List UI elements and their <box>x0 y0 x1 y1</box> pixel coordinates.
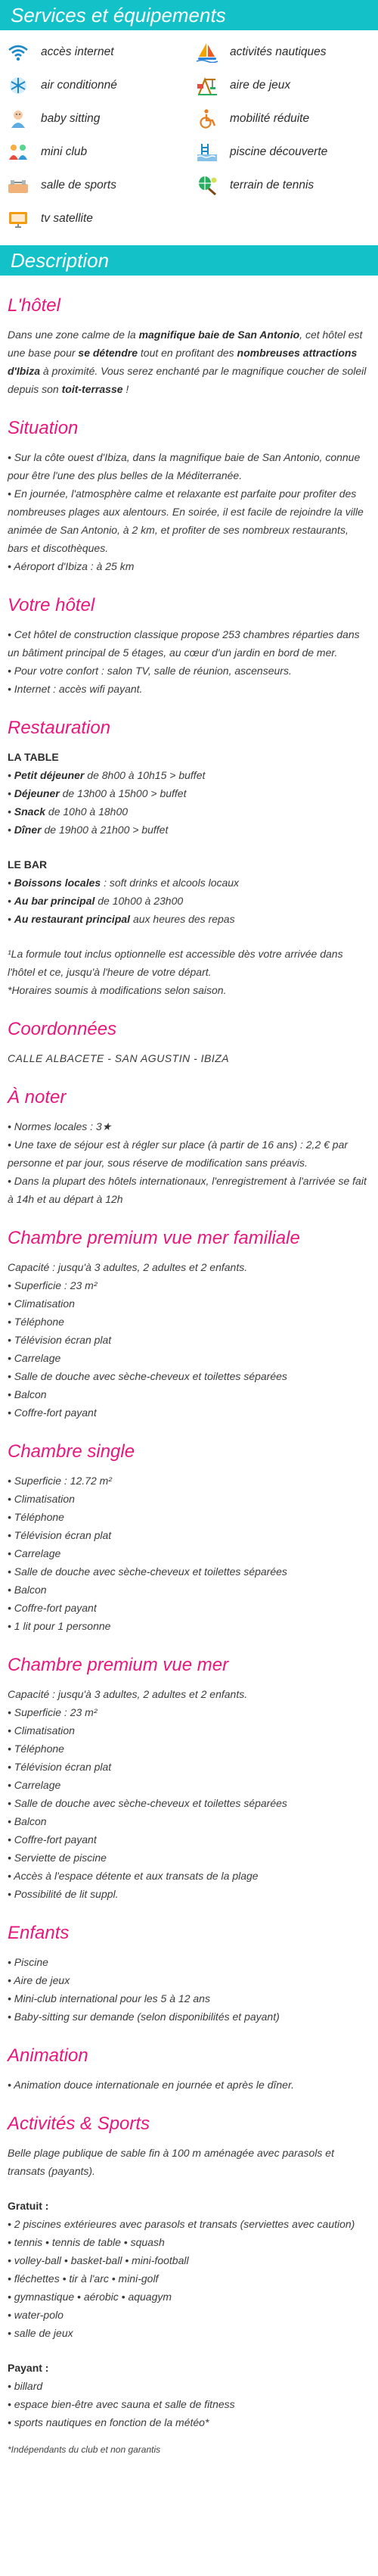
list-item: • 1 lit pour 1 personne <box>8 1620 111 1632</box>
service-item <box>195 74 378 97</box>
section-heading-premium-familiale: Chambre premium vue mer familiale <box>8 1228 300 1248</box>
services-title: Services et équipements <box>11 4 226 26</box>
list-item: • Petit déjeuner de 8h00 à 10h15 > buffet <box>8 769 206 781</box>
list-item: • Internet : accès wifi payant. <box>8 683 143 695</box>
service-item <box>6 141 195 164</box>
list-item: • salle de jeux <box>8 2327 73 2339</box>
list-item: • sports nautiques en fonction de la météo* <box>8 2416 209 2428</box>
list-item: • Piscine <box>8 1956 48 1968</box>
list-item: • Pour votre confort : salon TV, salle de réunion, ascenseurs. <box>8 665 292 677</box>
list-item: • Cet hôtel de construction classique propose 253 chambres réparties dans un bâtiment principal de 5 étages, au cœur d'un jardin en bord de mer. <box>8 628 360 659</box>
service-label: terrain de tennis <box>230 179 314 192</box>
services-grid <box>0 30 378 241</box>
premium-familiale-list <box>8 1258 370 1422</box>
list-item: • Animation douce internationale en journée et après le dîner. <box>8 2079 294 2091</box>
tennis-icon <box>195 175 219 196</box>
restauration-note: ¹La formule tout inclus optionnelle est accessible dès votre arrivée dans l'hôtel et ce, jusqu'à l'heure de votre départ. <box>8 948 343 978</box>
list-item: • Au bar principal de 10h00 à 23h00 <box>8 895 184 907</box>
description-title: Description <box>11 249 110 272</box>
hotel-paragraph: Dans une zone calme de la magnifique baie de San Antonio, cet hôtel est une base pour se détendre tout en profitant des nombreuses attractions d'Ibiza à proximité. Vous serez enchanté par le magnifique coucher de soleil depuis son toit-terrasse ! <box>8 329 367 395</box>
swimming-pool-icon <box>195 142 219 163</box>
service-item <box>195 174 378 197</box>
enfants-list <box>8 1953 370 2026</box>
list-item: • Carrelage <box>8 1352 61 1364</box>
list-item: • Superficie : 23 m² <box>8 1706 98 1718</box>
section-heading-situation: Situation <box>8 418 79 438</box>
description-content <box>0 295 378 2457</box>
wifi-icon <box>6 42 30 63</box>
list-item: • Superficie : 23 m² <box>8 1279 98 1291</box>
section-heading-premium: Chambre premium vue mer <box>8 1655 229 1675</box>
section-heading-hotel: L'hôtel <box>8 295 60 316</box>
service-item <box>195 107 378 130</box>
list-item: • Téléphone <box>8 1743 64 1755</box>
premium-list <box>8 1685 370 1903</box>
list-item: • Dîner de 19h00 à 21h00 > buffet <box>8 824 169 836</box>
single-list <box>8 1472 370 1635</box>
list-item: • Salle de douche avec sèche-cheveux et toilettes séparées <box>8 1565 287 1578</box>
list-item: • Salle de douche avec sèche-cheveux et toilettes séparées <box>8 1797 287 1809</box>
tv-icon <box>6 208 30 229</box>
list-item: • En journée, l'atmosphère calme et relaxante est parfaite pour profiter des nombreuses plages aux alentours. En soirée, il est facile de rejoindre la ville animée de San Antonio, à 2 km, et profiter de ses nombreux restaurants, bars et discothèques. <box>8 487 364 554</box>
list-item: • Aéroport d'Ibiza : à 25 km <box>8 560 135 572</box>
list-item: • Climatisation <box>8 1297 75 1310</box>
section-heading-activites: Activités & Sports <box>8 2113 150 2134</box>
section-heading-single: Chambre single <box>8 1441 135 1462</box>
wheelchair-icon <box>195 108 219 129</box>
service-label: aire de jeux <box>230 79 291 92</box>
list-item: • Aire de jeux <box>8 1974 70 1986</box>
list-item: • Possibilité de lit suppl. <box>8 1888 119 1900</box>
list-item: • Baby-sitting sur demande (selon disponibilités et payant) <box>8 2011 280 2023</box>
service-label: baby sitting <box>41 112 101 125</box>
section-heading-a-noter: À noter <box>8 1087 67 1107</box>
list-item: • Normes locales : 3★ <box>8 1120 112 1132</box>
payant-subheading: Payant : <box>8 2362 49 2374</box>
table-subheading: LA TABLE <box>8 751 59 763</box>
list-item: • Serviette de piscine <box>8 1852 107 1864</box>
activites-intro: Belle plage publique de sable fin à 100 m aménagée avec parasols et transats (payants). <box>8 2147 334 2177</box>
list-item: • Télévision écran plat <box>8 1529 112 1541</box>
activites-footnote: *Indépendants du club et non garantis <box>8 2444 161 2455</box>
list-item: • espace bien-être avec sauna et salle de fitness <box>8 2398 235 2410</box>
restauration-note: *Horaires soumis à modifications selon saison. <box>8 984 227 996</box>
kids-club-icon <box>6 142 30 163</box>
payant-list <box>8 2377 370 2431</box>
list-item: • Téléphone <box>8 1316 64 1328</box>
list-item: • Coffre-fort payant <box>8 1602 97 1614</box>
address: CALLE ALBACETE - SAN AGUSTIN - IBIZA <box>8 1052 230 1064</box>
service-item <box>6 207 195 230</box>
list-item: • Boissons locales : soft drinks et alcools locaux <box>8 877 240 889</box>
list-item: • Coffre-fort payant <box>8 1406 97 1419</box>
list-item: • Snack de 10h0 à 18h00 <box>8 805 129 818</box>
list-item: • Déjeuner de 13h00 à 15h00 > buffet <box>8 787 187 799</box>
list-item: • Téléphone <box>8 1511 64 1523</box>
list-item: • Salle de douche avec sèche-cheveux et toilettes séparées <box>8 1370 287 1382</box>
list-item: • water-polo <box>8 2309 64 2321</box>
section-heading-enfants: Enfants <box>8 1923 70 1943</box>
section-heading-restauration: Restauration <box>8 718 111 738</box>
service-label: piscine découverte <box>230 145 328 158</box>
votre-hotel-list <box>8 625 370 698</box>
service-label: salle de sports <box>41 179 116 192</box>
baby-icon <box>6 108 30 129</box>
gratuit-subheading: Gratuit : <box>8 2200 49 2212</box>
list-item: • Carrelage <box>8 1547 61 1559</box>
list-item: • billard <box>8 2380 43 2392</box>
list-item: • Balcon <box>8 1388 47 1400</box>
gym-icon <box>6 175 30 196</box>
list-item: Capacité : jusqu'à 3 adultes, 2 adultes et 2 enfants. <box>8 1261 248 1273</box>
service-item <box>6 74 195 97</box>
list-item: • Sur la côte ouest d'Ibiza, dans la magnifique baie de San Antonio, connue pour être l'une des plus belles de la Méditerranée. <box>8 451 361 481</box>
service-item <box>6 107 195 130</box>
service-label: tv satellite <box>41 212 93 225</box>
services-banner <box>0 0 378 30</box>
service-label: activités nautiques <box>230 45 327 58</box>
list-item: • gymnastique • aérobic • aquagym <box>8 2291 172 2303</box>
list-item: Capacité : jusqu'à 3 adultes, 2 adultes et 2 enfants. <box>8 1688 248 1700</box>
list-item: • Balcon <box>8 1815 47 1827</box>
list-item: • volley-ball • basket-ball • mini-football <box>8 2254 189 2266</box>
list-item: • fléchettes • tir à l'arc • mini-golf <box>8 2272 159 2285</box>
service-label: mini club <box>41 145 88 158</box>
list-item: • Télévision écran plat <box>8 1761 112 1773</box>
list-item: • Superficie : 12.72 m² <box>8 1475 112 1487</box>
list-item: • Balcon <box>8 1584 47 1596</box>
list-item: • tennis • tennis de table • squash <box>8 2236 165 2248</box>
list-item: • Climatisation <box>8 1493 75 1505</box>
bar-subheading: LE BAR <box>8 858 48 871</box>
list-item: • Carrelage <box>8 1779 61 1791</box>
service-label: accès internet <box>41 45 114 58</box>
service-item <box>6 174 195 197</box>
gratuit-list <box>8 2215 370 2342</box>
description-banner <box>0 245 378 276</box>
list-item: • Mini-club international pour les 5 à 12 ans <box>8 1992 210 2004</box>
service-item <box>6 41 195 64</box>
list-item: • 2 piscines extérieures avec parasols et transats (serviettes avec caution) <box>8 2218 355 2230</box>
air-conditioning-icon <box>6 75 30 96</box>
list-item: • Coffre-fort payant <box>8 1833 97 1846</box>
situation-list <box>8 448 370 575</box>
windsurf-icon <box>195 42 219 63</box>
list-item: • Climatisation <box>8 1724 75 1737</box>
list-item: • Dans la plupart des hôtels internationaux, l'enregistrement à l'arrivée se fait à 14h et au départ à 12h <box>8 1175 367 1205</box>
section-heading-animation: Animation <box>8 2045 88 2066</box>
list-item: • Au restaurant principal aux heures des repas <box>8 913 235 925</box>
service-label: mobilité réduite <box>230 112 310 125</box>
list-item: • Accès à l'espace détente et aux transats de la plage <box>8 1870 259 1882</box>
section-heading-votre-hotel: Votre hôtel <box>8 595 95 615</box>
service-item <box>195 141 378 164</box>
service-label: air conditionné <box>41 79 117 92</box>
service-item <box>195 41 378 64</box>
list-item: • Télévision écran plat <box>8 1334 112 1346</box>
list-item: • Une taxe de séjour est à régler sur place (à partir de 16 ans) : 2,2 € par personne et par jour, sous réserve de modification sans préavis. <box>8 1138 349 1169</box>
a-noter-list <box>8 1117 370 1208</box>
playground-icon <box>195 75 219 96</box>
section-heading-coordonnees: Coordonnées <box>8 1019 117 1039</box>
